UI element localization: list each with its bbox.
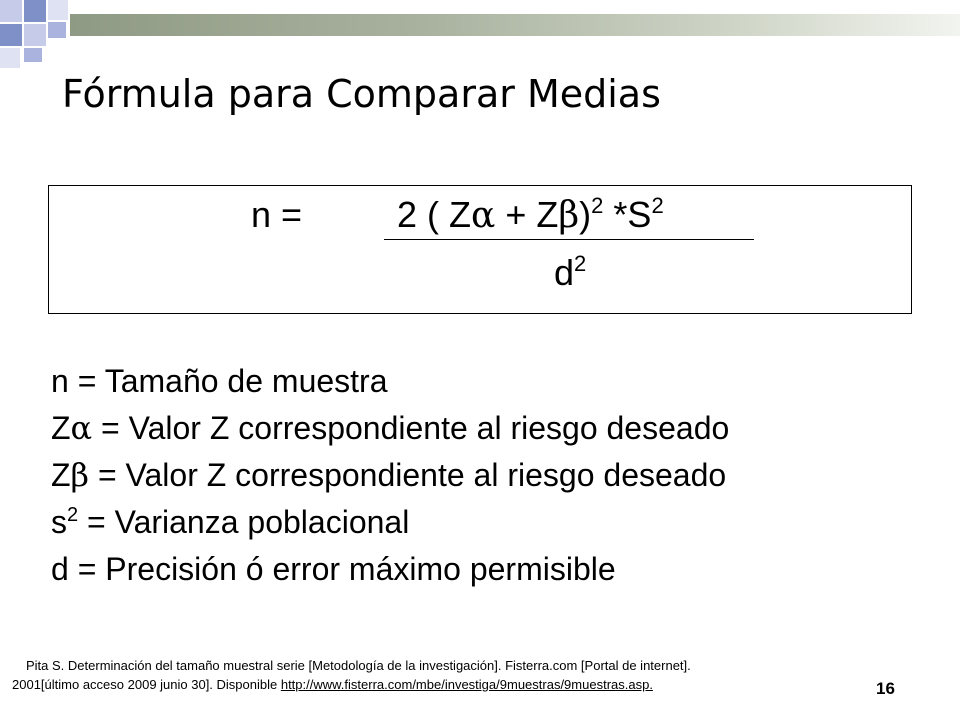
definition-item: [51, 405, 729, 452]
formula-lhs: n =: [251, 194, 303, 235]
definition-text: = Valor Z correspondiente al riesgo deseado: [89, 457, 727, 493]
definition-text: = Precisión ó error máximo permisible: [68, 551, 616, 587]
definition-text: = Valor Z correspondiente al riesgo deseado: [92, 410, 730, 446]
formula-text: 2 ( Z: [397, 194, 472, 235]
header-bar: [70, 14, 960, 36]
corner-square: [48, 0, 68, 20]
citation-line: Pita S. Determinación del tamaño muestral serie [Metodología de la investigación]. Fisterra.com [Portal de internet].: [26, 658, 691, 673]
definition-prefix: d: [51, 551, 69, 587]
corner-square: [48, 22, 66, 38]
citation-link[interactable]: http://www.fisterra.com/mbe/investiga/9muestras/9muestras.asp.: [280, 677, 653, 692]
formula-text: *S: [603, 194, 652, 235]
formula-text: + Z: [495, 194, 559, 235]
formula-numerator: [397, 194, 664, 236]
corner-square: [0, 24, 22, 46]
definition-item: [51, 499, 729, 546]
citation-line: [12, 675, 882, 694]
definition-prefix: s: [51, 504, 67, 540]
formula-box: [48, 185, 912, 314]
slide-title: Fórmula para Comparar Medias: [62, 72, 661, 116]
definition-item: [51, 546, 729, 593]
corner-square: [24, 48, 42, 62]
definition-item: [51, 452, 729, 499]
corner-square: [0, 48, 20, 68]
definitions-list: [51, 358, 729, 593]
beta-symbol: β: [70, 456, 90, 494]
alpha-symbol: α: [471, 195, 496, 236]
exponent: 2: [591, 193, 604, 218]
definition-prefix: n: [51, 363, 69, 399]
beta-symbol: β: [558, 195, 580, 236]
corner-square: [24, 24, 46, 46]
exponent: 2: [67, 504, 79, 526]
citation-text: 2001[último acceso 2009 junio 30]. Disponible: [12, 677, 281, 692]
definition-prefix: Z: [51, 410, 71, 446]
corner-square: [24, 0, 46, 22]
exponent: 2: [574, 251, 587, 276]
formula-denominator: [554, 252, 586, 294]
citation: [12, 656, 882, 694]
definition-prefix: Z: [51, 457, 71, 493]
definition-text: = Tamaño de muestra: [68, 363, 388, 399]
corner-square: [0, 0, 22, 22]
denominator-base: d: [554, 252, 575, 293]
definition-item: [51, 358, 729, 405]
formula-text: ): [579, 194, 592, 235]
exponent: 2: [651, 193, 664, 218]
alpha-symbol: α: [70, 409, 93, 447]
fraction-line: [384, 239, 754, 240]
definition-text: = Varianza poblacional: [78, 504, 410, 540]
page-number: 16: [876, 679, 895, 698]
